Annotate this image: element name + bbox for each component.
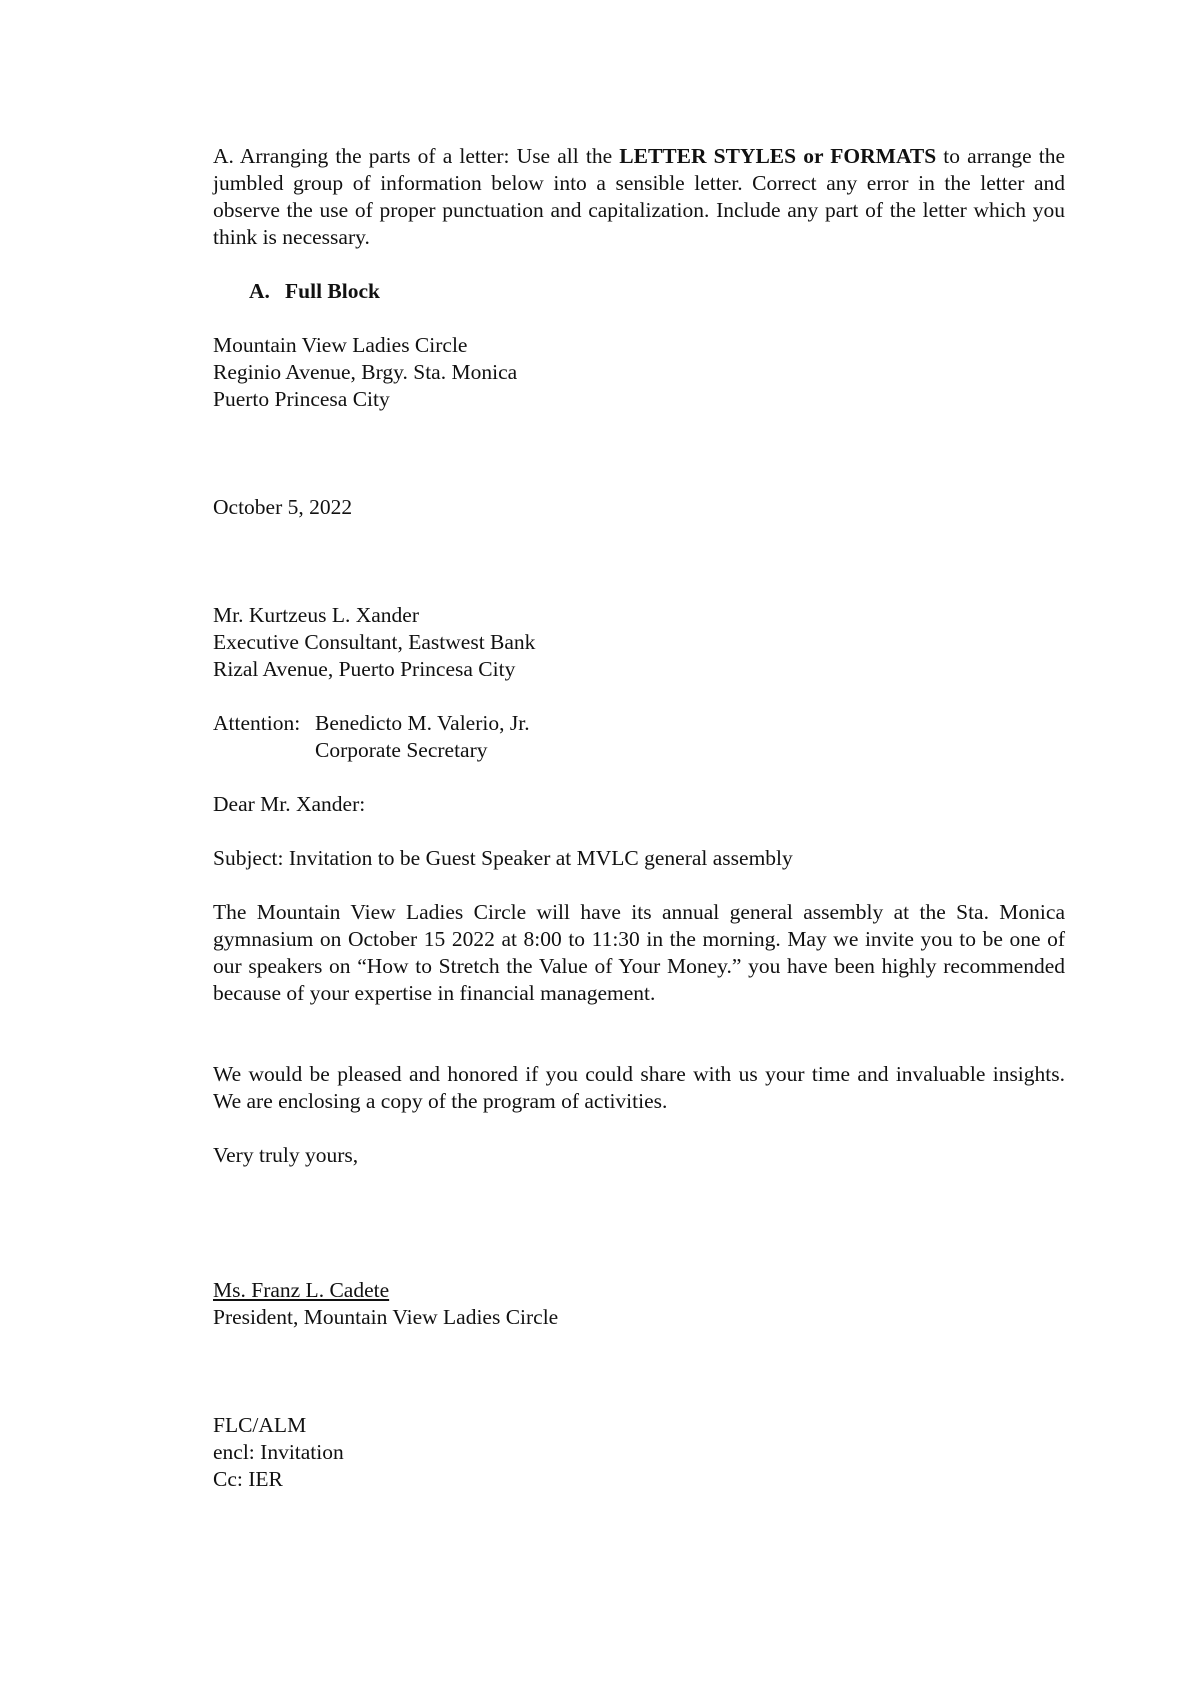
sender-line: Puerto Princesa City [213,387,390,411]
subject-line: Subject: Invitation to be Guest Speaker at MVLC general assembly [213,846,793,870]
body-paragraph: We would be pleased and honored if you could share with us your time and invaluable insights. We are enclosing a copy of the program of activities. [213,1062,1065,1113]
attention-title: Corporate Secretary [315,738,488,762]
inside-address-line: Executive Consultant, Eastwest Bank [213,630,536,654]
instructions-suffix: to arrange the jumbled group of information below into a sensible letter. Correct any error in the letter and observe the use of proper punctuation and capitalization. Include any part of the letter which you think is necessary. [213,144,1066,249]
attention-line [213,710,1065,764]
reference-block [213,1412,1065,1493]
attention-label: Attention: [213,711,301,735]
instructions-bold: LETTER STYLES or FORMATS [619,144,937,168]
inside-address-line: Rizal Avenue, Puerto Princesa City [213,657,516,681]
sender-line: Mountain View Ladies Circle [213,333,468,357]
signature-position: President, Mountain View Ladies Circle [213,1305,559,1329]
document-content [213,143,1065,1493]
attention-name: Benedicto M. Valerio, Jr. [315,711,530,735]
sender-address [213,332,1065,413]
cc-notation: Cc: IER [213,1467,283,1491]
section-title: Full Block [285,279,380,303]
complimentary-close: Very truly yours, [213,1143,359,1167]
instructions-paragraph [213,143,1065,251]
section-number: A. [249,279,270,303]
inside-address [213,602,1065,683]
letter-date: October 5, 2022 [213,495,353,519]
signature-name: Ms. Franz L. Cadete [213,1278,390,1302]
instructions-prefix: A. Arranging the parts of a letter: Use all the [213,144,620,168]
inside-address-line: Mr. Kurtzeus L. Xander [213,603,419,627]
sender-line: Reginio Avenue, Brgy. Sta. Monica [213,360,518,384]
body-paragraph: The Mountain View Ladies Circle will have its annual general assembly at the Sta. Monica gymnasium on October 15 2022 at 8:00 to 11:30 in the morning. May we invite you to be one of our speakers on “How to Stretch the Value of Your Money.” you have been highly recommended because of your expertise in financial management. [213,900,1065,1005]
section-heading [213,278,1065,305]
signature-block [213,1277,1065,1331]
salutation: Dear Mr. Xander: [213,792,366,816]
enclosure-notation: encl: Invitation [213,1440,344,1464]
reference-initials: FLC/ALM [213,1413,307,1437]
